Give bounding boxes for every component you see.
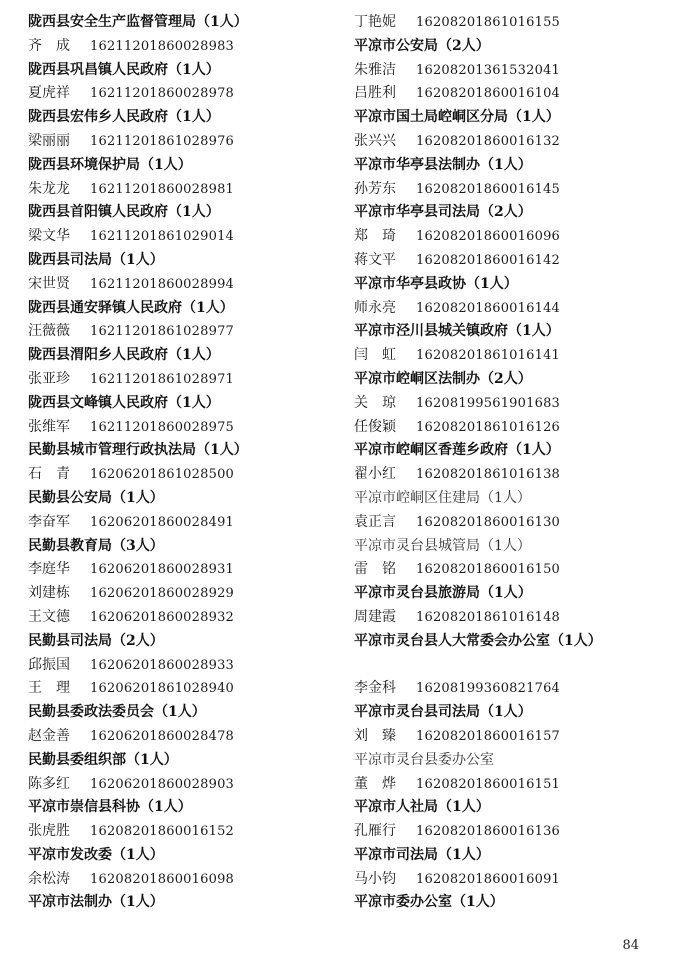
person-entry xyxy=(354,59,674,83)
person-name: 关 琼 xyxy=(354,394,396,411)
person-entry xyxy=(354,178,674,202)
person-id-number: 16208201860016157 xyxy=(416,728,561,744)
blank-line xyxy=(354,654,674,678)
person-entry xyxy=(28,606,343,630)
department-heading: 平凉市灵台县司法局（1人） xyxy=(354,704,532,721)
person-entry xyxy=(28,178,343,202)
person-name: 丁艳妮 xyxy=(354,14,396,30)
person-name: 王文德 xyxy=(28,608,70,625)
person-id-number: 16208201860016144 xyxy=(416,300,561,316)
person-id-number: 16208201861016126 xyxy=(416,419,561,435)
person-entry xyxy=(354,82,674,106)
person-name: 袁正言 xyxy=(354,513,396,530)
department-heading: 平凉市崆峒区香莲乡政府（1人） xyxy=(354,442,560,459)
person-id-number: 16208201860016145 xyxy=(416,181,561,197)
department-heading: 平凉市灵台县人大常委会办公室（1人） xyxy=(354,632,602,649)
person-entry xyxy=(354,868,674,892)
person-name: 朱龙龙 xyxy=(28,180,70,197)
person-id-number: 16206201860028903 xyxy=(90,776,235,792)
person-entry xyxy=(28,368,343,392)
person-entry xyxy=(28,582,343,606)
person-entry xyxy=(28,654,343,678)
person-id-number: 16211201860028978 xyxy=(90,86,235,102)
department-heading: 陇西县渭阳乡人民政府（1人） xyxy=(28,347,220,364)
person-entry xyxy=(28,320,343,344)
person-name: 吕胜利 xyxy=(354,85,396,102)
person-entry xyxy=(28,416,343,440)
person-name: 孔雁行 xyxy=(354,823,396,840)
department-heading: 平凉市崆峒区法制办（2人） xyxy=(354,370,532,387)
department-heading: 陇西县宏伟乡人民政府（1人） xyxy=(28,109,220,126)
person-name: 宋世贤 xyxy=(28,275,70,292)
person-entry xyxy=(354,773,674,797)
department-heading: 陇西县首阳镇人民政府（1人） xyxy=(28,204,220,221)
department-heading: 平凉市国土局崆峒区分局（1人） xyxy=(354,109,560,126)
department-heading: 平凉市人社局（1人） xyxy=(354,799,490,816)
person-name: 雷 铭 xyxy=(354,561,396,578)
person-entry xyxy=(354,725,674,749)
department-heading: 民勤县司法局（2人） xyxy=(28,632,164,649)
person-id-number: 16208199561901683 xyxy=(416,395,561,411)
person-id-number: 16208201861016141 xyxy=(416,348,561,364)
person-name: 蒋文平 xyxy=(354,251,396,268)
person-entry xyxy=(354,820,674,844)
person-name: 朱雅洁 xyxy=(354,61,396,78)
person-name: 任俊颖 xyxy=(354,418,396,435)
person-name: 董 烨 xyxy=(354,775,396,792)
person-id-number: 16208201861016155 xyxy=(416,15,561,30)
person-entry xyxy=(28,82,343,106)
person-name: 汪薇薇 xyxy=(28,323,70,340)
person-entry xyxy=(28,130,343,154)
person-name: 张维军 xyxy=(28,418,70,435)
person-name: 赵金善 xyxy=(28,727,70,744)
person-entry xyxy=(354,558,674,582)
person-name: 闫 虹 xyxy=(354,347,396,364)
person-name: 李奋军 xyxy=(28,513,70,530)
department-heading: 平凉市公安局（2人） xyxy=(354,37,490,54)
person-name: 翟小红 xyxy=(354,466,396,483)
person-id-number: 16208201860016142 xyxy=(416,252,561,268)
person-id-number: 16211201861028977 xyxy=(90,324,235,340)
department-heading: 平凉市华亭县政协（1人） xyxy=(354,275,518,292)
person-name: 刘 臻 xyxy=(354,727,396,744)
person-id-number: 16206201860028933 xyxy=(90,657,235,673)
person-id-number: 16208201860016150 xyxy=(416,562,561,578)
person-entry xyxy=(28,273,343,297)
person-id-number: 16208201860016104 xyxy=(416,86,561,102)
department-heading: 平凉市灵台县城管局（1人） xyxy=(354,537,531,554)
person-id-number: 16206201860028932 xyxy=(90,609,235,625)
person-id-number: 16208201860016136 xyxy=(416,824,561,840)
person-entry xyxy=(354,344,674,368)
department-heading: 平凉市发改委（1人） xyxy=(28,846,164,863)
person-id-number: 16211201861028976 xyxy=(90,133,235,149)
department-heading: 陇西县司法局（1人） xyxy=(28,251,164,268)
person-entry xyxy=(354,511,674,535)
person-id-number: 16211201860028994 xyxy=(90,276,235,292)
person-entry xyxy=(28,225,343,249)
person-id-number: 16208201860016098 xyxy=(90,871,235,887)
left-column xyxy=(28,11,343,915)
person-entry xyxy=(354,225,674,249)
person-id-number: 16211201860028975 xyxy=(90,419,235,435)
person-id-number: 16206201861028500 xyxy=(90,467,235,483)
person-id-number: 16208201860016096 xyxy=(416,229,561,245)
person-id-number: 16211201861029014 xyxy=(90,229,235,245)
person-entry xyxy=(28,35,343,59)
department-heading: 平凉市泾川县城关镇政府（1人） xyxy=(354,323,560,340)
person-name: 马小钧 xyxy=(354,870,396,887)
right-column xyxy=(354,11,674,915)
person-id-number: 16208199360821764 xyxy=(416,681,561,697)
person-id-number: 16208201860016152 xyxy=(90,824,235,840)
person-name: 李庭华 xyxy=(28,561,70,578)
person-entry xyxy=(354,249,674,273)
department-heading: 民勤县委组织部（1人） xyxy=(28,751,178,768)
person-id-number: 16206201860028491 xyxy=(90,514,235,530)
person-name: 张兴兴 xyxy=(354,132,396,149)
person-entry xyxy=(354,463,674,487)
department-heading: 平凉市司法局（1人） xyxy=(354,846,490,863)
person-entry xyxy=(28,558,343,582)
person-id-number: 16211201860028983 xyxy=(90,38,235,54)
person-name: 齐 成 xyxy=(28,37,70,54)
department-heading: 陇西县巩昌镇人民政府（1人） xyxy=(28,61,220,78)
person-entry xyxy=(354,677,674,701)
department-heading: 陇西县文峰镇人民政府（1人） xyxy=(28,394,220,411)
person-name: 郑 琦 xyxy=(354,228,396,245)
person-id-number: 16206201860028478 xyxy=(90,728,235,744)
person-name: 邱振国 xyxy=(28,656,70,673)
person-name: 陈多红 xyxy=(28,775,70,792)
department-heading: 平凉市灵台县委办公室 xyxy=(354,751,494,768)
person-name: 张亚珍 xyxy=(28,370,70,387)
department-heading: 平凉市华亭县司法局（2人） xyxy=(354,204,532,221)
person-entry xyxy=(28,463,343,487)
person-id-number: 16211201860028981 xyxy=(90,181,235,197)
person-id-number: 16206201860028931 xyxy=(90,562,235,578)
person-entry xyxy=(28,511,343,535)
department-heading: 平凉市崆峒区住建局（1人） xyxy=(354,489,531,506)
person-entry xyxy=(354,416,674,440)
department-heading: 民勤县教育局（3人） xyxy=(28,537,164,554)
department-heading: 平凉市华亭县法制办（1人） xyxy=(354,156,532,173)
person-entry xyxy=(28,677,343,701)
person-id-number: 16208201860016132 xyxy=(416,133,561,149)
person-entry xyxy=(354,297,674,321)
person-name: 王 理 xyxy=(28,680,70,697)
department-heading: 民勤县委政法委员会（1人） xyxy=(28,704,206,721)
person-name: 夏虎祥 xyxy=(28,85,70,102)
person-name: 孙芳东 xyxy=(354,180,396,197)
person-name: 张虎胜 xyxy=(28,823,70,840)
person-name: 梁文华 xyxy=(28,228,70,245)
person-name: 刘建栋 xyxy=(28,585,70,602)
person-entry xyxy=(28,868,343,892)
person-entry xyxy=(28,820,343,844)
department-heading: 陇西县安全生产监督管理局（1人） xyxy=(28,14,248,30)
person-entry xyxy=(28,773,343,797)
person-id-number: 16208201861016138 xyxy=(416,467,561,483)
person-name: 李金科 xyxy=(354,680,396,697)
department-heading: 陇西县环境保护局（1人） xyxy=(28,156,192,173)
person-name: 师永亮 xyxy=(354,299,396,316)
department-heading: 民勤县城市管理行政执法局（1人） xyxy=(28,442,248,459)
person-id-number: 16208201361532041 xyxy=(416,62,561,78)
department-heading: 陇西县通安驿镇人民政府（1人） xyxy=(28,299,234,316)
department-heading: 平凉市委办公室（1人） xyxy=(354,894,504,911)
person-id-number: 16208201861016148 xyxy=(416,609,561,625)
person-id-number: 16208201860016091 xyxy=(416,871,561,887)
person-id-number: 16208201860016130 xyxy=(416,514,561,530)
department-heading: 平凉市法制办（1人） xyxy=(28,894,164,911)
page-number: 84 xyxy=(622,938,639,953)
person-name: 周建霞 xyxy=(354,608,396,625)
person-entry xyxy=(354,11,674,35)
person-id-number: 16206201861028940 xyxy=(90,681,235,697)
person-name: 余松涛 xyxy=(28,870,70,887)
person-id-number: 16211201861028971 xyxy=(90,371,235,387)
department-heading: 平凉市崇信县科协（1人） xyxy=(28,799,192,816)
person-entry xyxy=(354,130,674,154)
department-heading: 民勤县公安局（1人） xyxy=(28,489,164,506)
person-id-number: 16206201860028929 xyxy=(90,586,235,602)
department-heading: 平凉市灵台县旅游局（1人） xyxy=(354,585,532,602)
person-entry xyxy=(354,606,674,630)
person-name: 石 青 xyxy=(28,466,70,483)
person-name: 梁丽丽 xyxy=(28,132,70,149)
person-entry xyxy=(354,392,674,416)
person-id-number: 16208201860016151 xyxy=(416,776,561,792)
person-entry xyxy=(28,725,343,749)
